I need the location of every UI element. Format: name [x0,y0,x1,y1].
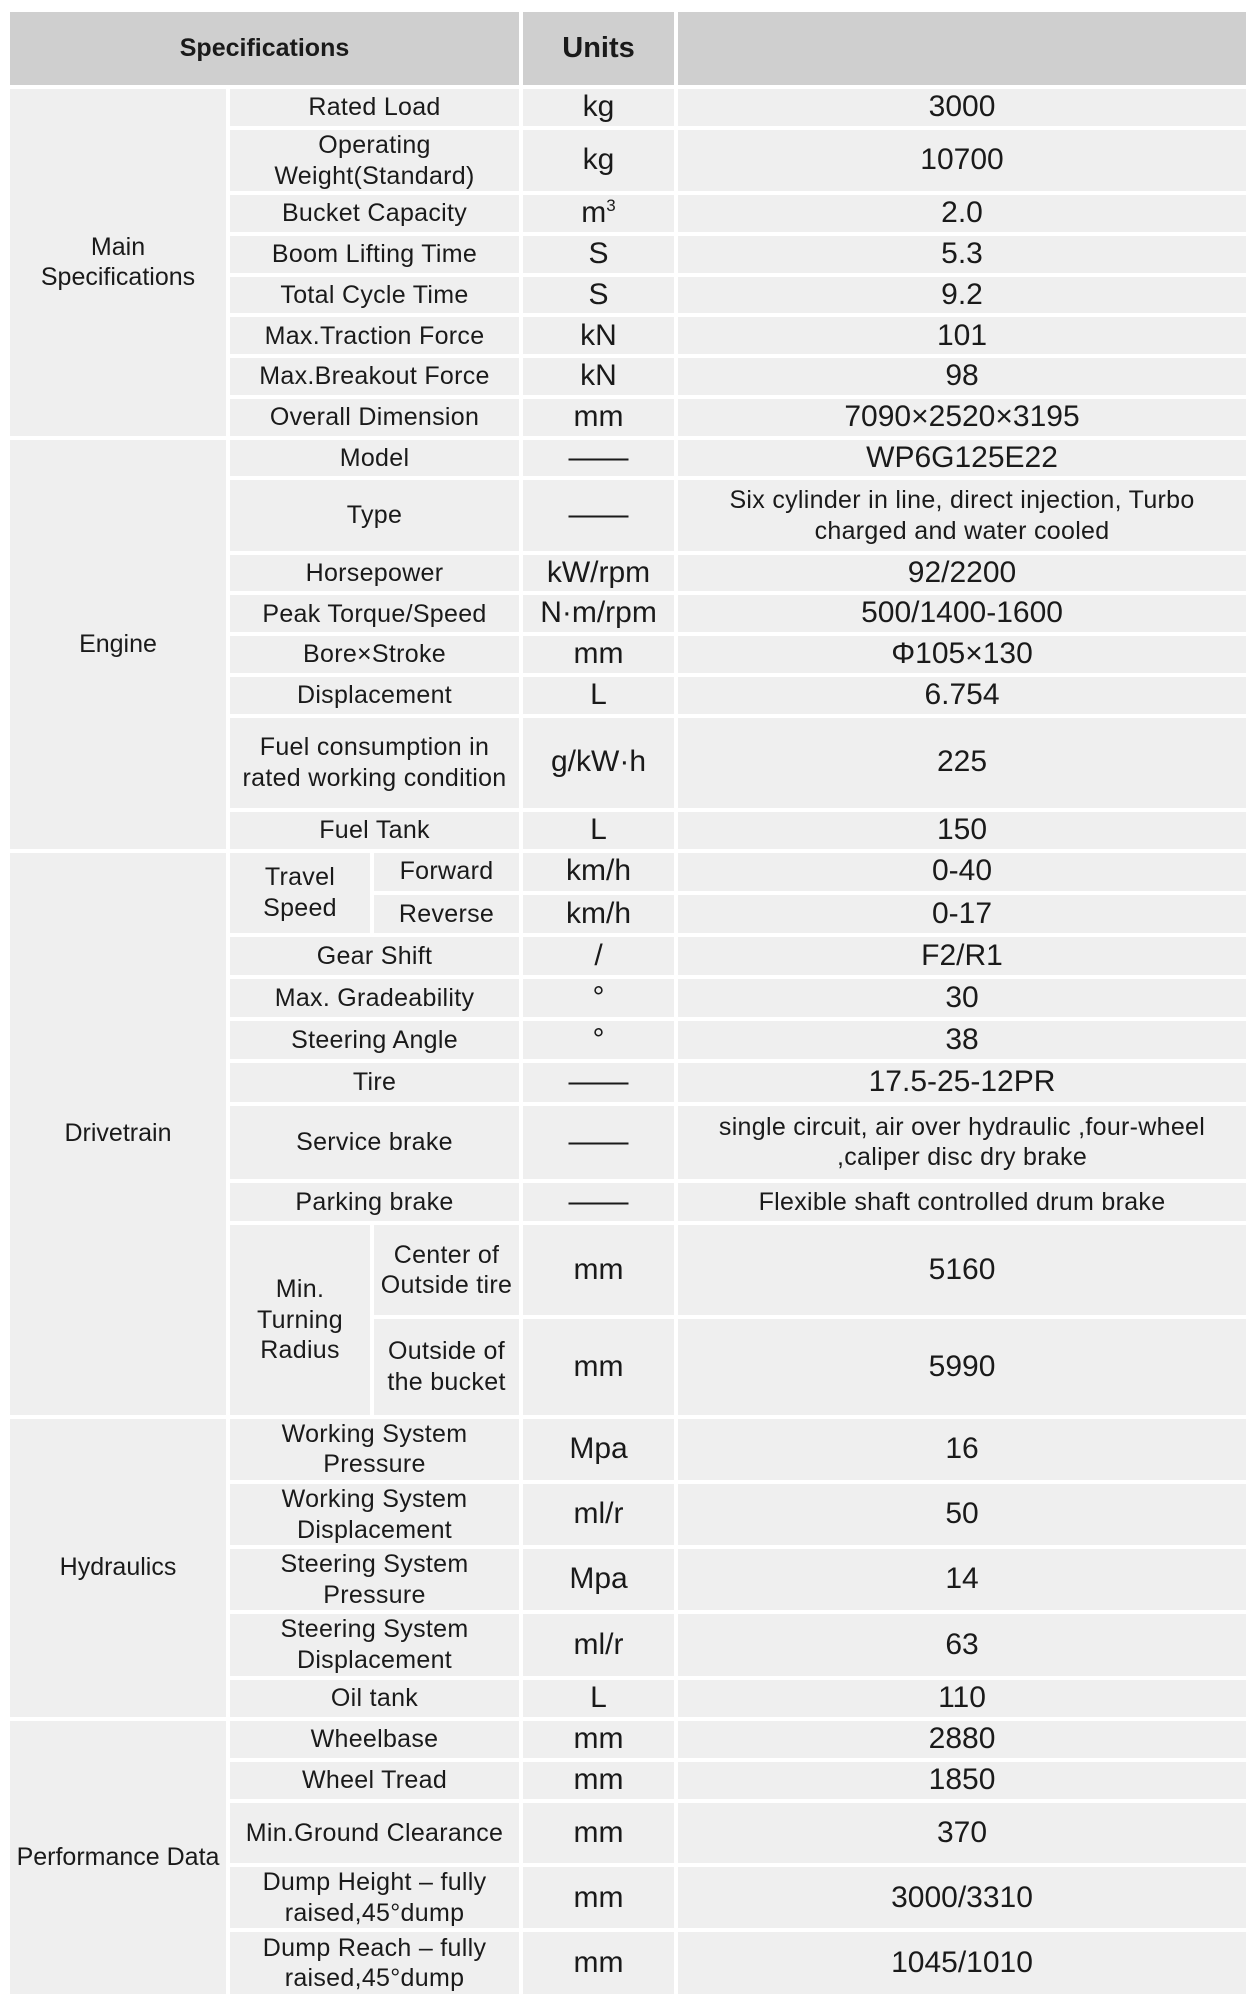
table-row [10,440,1246,477]
value-gear-shift: F2/R1 [678,937,1246,975]
spec-table [6,8,1246,1998]
value-service-brake: single circuit, air over hydraulic ,four-wheel ,caliper disc dry brake [678,1106,1246,1179]
value-overall-dimension: 7090×2520×3195 [678,399,1246,436]
item-max-traction-force: Max.Traction Force [230,317,519,354]
unit-max-gradeability: ° [523,979,674,1017]
value-displacement: 6.754 [678,677,1246,714]
value-parking-brake: Flexible shaft controlled drum brake [678,1183,1246,1221]
unit-fuel-tank: L [523,812,674,849]
value-dump-height: 3000/3310 [678,1867,1246,1928]
unit-steering-angle: ° [523,1021,674,1059]
value-model: WP6G125E22 [678,440,1246,477]
header-row [10,12,1246,85]
value-dump-reach: 1045/1010 [678,1932,1246,1994]
value-max-breakout-force: 98 [678,358,1246,395]
category-drivetrain: Drivetrain [10,853,226,1415]
item-ground-clearance: Min.Ground Clearance [230,1803,519,1863]
table-row [10,1721,1246,1758]
item-dump-reach: Dump Reach – fully raised,45°dump [230,1932,519,1994]
item-overall-dimension: Overall Dimension [230,399,519,436]
value-bucket-capacity: 2.0 [678,195,1246,232]
value-fuel-consumption: 225 [678,718,1246,808]
unit-total-cycle-time: S [523,277,674,314]
unit-tire: —— [523,1063,674,1101]
item-max-breakout-force: Max.Breakout Force [230,358,519,395]
value-ground-clearance: 370 [678,1803,1246,1863]
item-oil-tank: Oil tank [230,1680,519,1717]
unit-parking-brake: —— [523,1183,674,1221]
value-max-traction-force: 101 [678,317,1246,354]
category-main-specifications: Main Specifications [10,89,226,435]
item-wheelbase: Wheelbase [230,1721,519,1758]
value-type: Six cylinder in line, direct injection, Turbo charged and water cooled [678,480,1246,550]
unit-outside-bucket: mm [523,1319,674,1414]
item-steering-displacement: Steering System Displacement [230,1614,519,1675]
item-boom-lifting-time: Boom Lifting Time [230,236,519,273]
unit-wheelbase: mm [523,1721,674,1758]
item-operating-weight: Operating Weight(Standard) [230,130,519,191]
item-total-cycle-time: Total Cycle Time [230,277,519,314]
item-peak-torque: Peak Torque/Speed [230,595,519,632]
unit-max-breakout-force: kN [523,358,674,395]
item-rated-load: Rated Load [230,89,519,126]
item-bore-stroke: Bore×Stroke [230,636,519,673]
item-fuel-tank: Fuel Tank [230,812,519,849]
value-total-cycle-time: 9.2 [678,277,1246,314]
value-steering-angle: 38 [678,1021,1246,1059]
header-value [678,12,1246,85]
unit-base: m [581,196,607,230]
item-min-turning-radius: Min. Turning Radius [230,1225,370,1415]
item-type: Type [230,480,519,550]
value-wheel-tread: 1850 [678,1762,1246,1799]
unit-service-brake: —— [523,1106,674,1179]
category-engine: Engine [10,440,226,849]
unit-operating-weight: kg [523,130,674,191]
header-units: Units [523,12,674,85]
unit-forward: km/h [523,853,674,891]
unit-horsepower: kW/rpm [523,555,674,592]
item-steering-pressure: Steering System Pressure [230,1549,519,1610]
unit-wheel-tread: mm [523,1762,674,1799]
unit-overall-dimension: mm [523,399,674,436]
unit-bucket-capacity [523,195,674,232]
unit-gear-shift: / [523,937,674,975]
value-steering-pressure: 14 [678,1549,1246,1610]
value-wheelbase: 2880 [678,1721,1246,1758]
item-dump-height: Dump Height – fully raised,45°dump [230,1867,519,1928]
item-fuel-consumption: Fuel consumption in rated working condition [230,718,519,808]
unit-reverse: km/h [523,895,674,933]
unit-working-pressure: Mpa [523,1419,674,1480]
unit-dump-height: mm [523,1867,674,1928]
item-working-pressure: Working System Pressure [230,1419,519,1480]
header-specifications: Specifications [10,12,519,85]
table-row [10,1419,1246,1480]
item-parking-brake: Parking brake [230,1183,519,1221]
unit-boom-lifting-time: S [523,236,674,273]
value-max-gradeability: 30 [678,979,1246,1017]
value-rated-load: 3000 [678,89,1246,126]
unit-rated-load: kg [523,89,674,126]
item-outside-tire: Center of Outside tire [374,1225,519,1315]
value-oil-tank: 110 [678,1680,1246,1717]
table-row [10,89,1246,126]
value-reverse: 0-17 [678,895,1246,933]
item-displacement: Displacement [230,677,519,714]
value-steering-displacement: 63 [678,1614,1246,1675]
value-peak-torque: 500/1400-1600 [678,595,1246,632]
value-tire: 17.5-25-12PR [678,1063,1246,1101]
value-bore-stroke: Φ105×130 [678,636,1246,673]
unit-ground-clearance: mm [523,1803,674,1863]
item-wheel-tread: Wheel Tread [230,1762,519,1799]
value-forward: 0-40 [678,853,1246,891]
item-forward: Forward [374,853,519,891]
value-fuel-tank: 150 [678,812,1246,849]
unit-fuel-consumption: g/kW·h [523,718,674,808]
unit-dump-reach: mm [523,1932,674,1994]
unit-displacement: L [523,677,674,714]
value-operating-weight: 10700 [678,130,1246,191]
value-working-displacement: 50 [678,1484,1246,1545]
category-hydraulics: Hydraulics [10,1419,226,1717]
unit-working-displacement: ml/r [523,1484,674,1545]
value-outside-tire: 5160 [678,1225,1246,1315]
table-row [10,853,1246,891]
item-working-displacement: Working System Displacement [230,1484,519,1545]
unit-model: —— [523,440,674,477]
unit-steering-displacement: ml/r [523,1614,674,1675]
unit-oil-tank: L [523,1680,674,1717]
unit-peak-torque: N·m/rpm [523,595,674,632]
item-gear-shift: Gear Shift [230,937,519,975]
unit-max-traction-force: kN [523,317,674,354]
item-tire: Tire [230,1063,519,1101]
item-service-brake: Service brake [230,1106,519,1179]
item-outside-bucket: Outside of the bucket [374,1319,519,1414]
item-max-gradeability: Max. Gradeability [230,979,519,1017]
item-steering-angle: Steering Angle [230,1021,519,1059]
item-horsepower: Horsepower [230,555,519,592]
unit-exponent: 3 [606,196,616,216]
item-travel-speed: Travel Speed [230,853,370,933]
category-performance-data: Performance Data [10,1721,226,1994]
value-boom-lifting-time: 5.3 [678,236,1246,273]
unit-outside-tire: mm [523,1225,674,1315]
value-working-pressure: 16 [678,1419,1246,1480]
item-model: Model [230,440,519,477]
item-bucket-capacity: Bucket Capacity [230,195,519,232]
unit-steering-pressure: Mpa [523,1549,674,1610]
value-horsepower: 92/2200 [678,555,1246,592]
value-outside-bucket: 5990 [678,1319,1246,1414]
item-reverse: Reverse [374,895,519,933]
unit-type: —— [523,480,674,550]
unit-bore-stroke: mm [523,636,674,673]
